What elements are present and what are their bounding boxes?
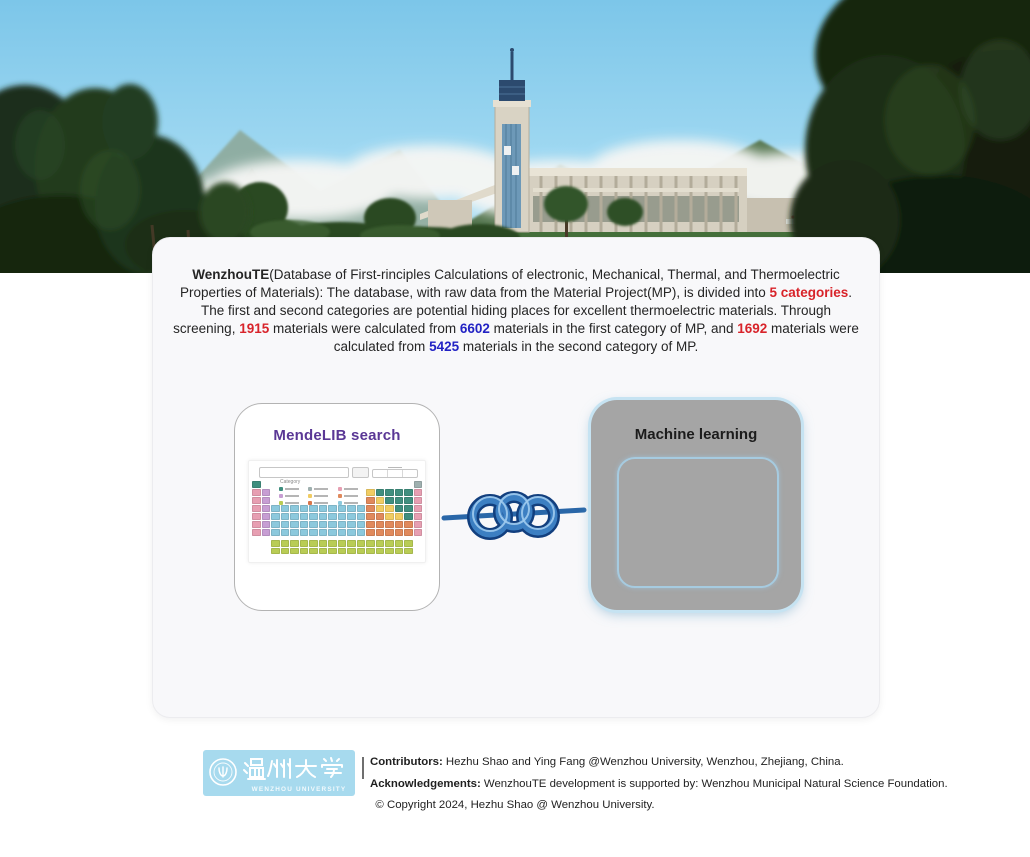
pt-element-cell — [366, 513, 375, 520]
pt-element-cell — [357, 521, 366, 528]
pt-element-cell — [395, 505, 404, 512]
pt-legend-title: Category — [280, 479, 301, 485]
pt-element-cell — [347, 505, 356, 512]
university-seal-icon — [210, 759, 236, 785]
pt-element-cell — [300, 513, 309, 520]
pt-element-cell — [281, 513, 290, 520]
pt-element-cell — [395, 513, 404, 520]
pt-element-cell — [347, 513, 356, 520]
pt-element-cell — [309, 521, 318, 528]
pt-legend-item — [308, 487, 333, 491]
intro-text: materials in the second category of MP. — [459, 339, 699, 355]
pt-element-cell — [395, 521, 404, 528]
pt-element-cell — [328, 540, 337, 547]
mendelib-search-title: MendeLIB search — [273, 427, 401, 444]
pt-element-cell — [328, 521, 337, 528]
footer-credits — [370, 752, 948, 795]
contributors-text: Hezhu Shao and Ying Fang @Wenzhou University, Wenzhou, Zhejiang, China. — [442, 756, 844, 768]
pt-element-cell — [300, 505, 309, 512]
pt-element-cell — [404, 521, 413, 528]
copyright-line: © Copyright 2024, Hezhu Shao @ Wenzhou University. — [375, 799, 655, 811]
pt-element-cell — [385, 529, 394, 536]
pt-element-cell — [385, 513, 394, 520]
pt-element-cell — [309, 505, 318, 512]
pt-element-cell — [357, 513, 366, 520]
pt-element-cell — [347, 529, 356, 536]
pt-element-cell — [252, 481, 261, 488]
pt-element-cell — [366, 529, 375, 536]
pt-element-cell — [309, 540, 318, 547]
pt-element-cell — [395, 489, 404, 496]
pt-legend-item — [308, 501, 333, 505]
pt-element-cell — [414, 521, 423, 528]
pt-element-cell — [395, 548, 404, 555]
pt-element-cell — [309, 529, 318, 536]
pt-element-cell — [338, 513, 347, 520]
pt-element-cell — [319, 521, 328, 528]
pt-element-cell — [300, 521, 309, 528]
pt-element-cell — [281, 521, 290, 528]
pt-element-cell — [404, 529, 413, 536]
pt-element-cell — [404, 513, 413, 520]
pt-element-cell — [290, 540, 299, 547]
pt-element-cell — [328, 529, 337, 536]
pt-element-cell — [376, 505, 385, 512]
pt-element-cell — [366, 548, 375, 555]
pt-element-cell — [262, 513, 271, 520]
pt-element-cell — [319, 548, 328, 555]
pt-element-cell — [366, 505, 375, 512]
ml-placeholder-box — [617, 457, 779, 588]
pt-element-cell — [319, 513, 328, 520]
pt-element-cell — [309, 513, 318, 520]
mendelib-search-panel[interactable] — [234, 403, 440, 611]
pt-element-cell — [357, 505, 366, 512]
intro-title: WenzhouTE — [192, 266, 270, 282]
pt-element-cell — [328, 513, 337, 520]
pt-element-cell — [338, 505, 347, 512]
pt-element-cell — [366, 497, 375, 504]
pt-element-cell — [395, 540, 404, 547]
pt-element-cell — [271, 513, 280, 520]
pt-element-cell — [281, 529, 290, 536]
pt-element-cell — [290, 529, 299, 536]
knot-connector — [441, 476, 587, 552]
pt-element-cell — [262, 489, 271, 496]
pt-element-cell — [395, 497, 404, 504]
pt-element-cell — [376, 548, 385, 555]
contributors-label: Contributors: — [370, 756, 443, 768]
pt-element-cell — [338, 548, 347, 555]
pt-legend-items — [279, 487, 363, 505]
pt-element-cell — [338, 529, 347, 536]
pt-legend-item — [308, 494, 333, 498]
intro-paragraph — [153, 252, 879, 357]
pt-legend-item — [338, 494, 363, 498]
pt-element-cell — [271, 505, 280, 512]
campus-photo — [0, 0, 1030, 273]
pt-element-cell — [290, 521, 299, 528]
pt-element-cell — [414, 513, 423, 520]
pt-element-cell — [357, 540, 366, 547]
pt-element-cell — [376, 489, 385, 496]
pt-element-cell — [281, 548, 290, 555]
pt-element-cell — [366, 540, 375, 547]
intro-text: materials in the first category of MP, and — [489, 321, 738, 337]
pt-element-cell — [347, 540, 356, 547]
pt-element-cell — [328, 505, 337, 512]
pt-element-cell — [300, 540, 309, 547]
machine-learning-panel[interactable] — [591, 400, 801, 610]
pt-element-cell — [252, 529, 261, 536]
pt-element-cell — [300, 529, 309, 536]
intro-count-1692: 1692 — [737, 321, 768, 337]
pt-element-cell — [385, 548, 394, 555]
pt-element-cell — [300, 548, 309, 555]
pt-element-cell — [319, 540, 328, 547]
pt-element-cell — [309, 548, 318, 555]
pt-element-cell — [404, 489, 413, 496]
pt-element-cell — [357, 529, 366, 536]
pt-element-cell — [290, 548, 299, 555]
pt-element-cell — [376, 529, 385, 536]
contributors-line — [370, 752, 948, 774]
pt-element-cell — [414, 529, 423, 536]
pt-element-cell — [252, 513, 261, 520]
pt-element-cell — [319, 505, 328, 512]
pt-element-cell — [252, 521, 261, 528]
pt-element-cell — [262, 497, 271, 504]
pt-element-cell — [347, 548, 356, 555]
pt-element-cell — [357, 548, 366, 555]
pt-element-cell — [319, 529, 328, 536]
pt-element-cell — [414, 489, 423, 496]
pt-element-cell — [281, 540, 290, 547]
pt-element-cell — [347, 521, 356, 528]
wenzhou-university-logo[interactable] — [203, 750, 355, 796]
pt-element-cell — [404, 548, 413, 555]
pt-element-cell — [385, 489, 394, 496]
pt-element-cell — [290, 505, 299, 512]
machine-learning-title: Machine learning — [634, 426, 758, 443]
acknowledgements-text: WenzhouTE development is supported by: Wenzhou Municipal Natural Science Foundation. — [480, 777, 948, 790]
pt-element-cell — [290, 513, 299, 520]
pt-element-cell — [271, 540, 280, 547]
pt-legend-item — [279, 487, 304, 491]
pt-element-cell — [252, 497, 261, 504]
campus-photo-art — [0, 0, 1030, 273]
intro-text: . The first and second categories are potential hiding places for excellent thermoelectric materials. Through screening, — [173, 284, 853, 337]
pt-element-cell — [404, 540, 413, 547]
pt-search-button — [352, 467, 369, 478]
pt-element-cell — [395, 529, 404, 536]
pt-legend-item — [338, 501, 363, 505]
pt-element-cell — [404, 505, 413, 512]
logo-chinese-characters — [244, 758, 342, 779]
pt-element-cell — [271, 521, 280, 528]
pt-element-cell — [385, 521, 394, 528]
pt-toolbar — [249, 464, 425, 478]
pt-element-cell — [385, 505, 394, 512]
intro-highlight-categories: 5 categories — [769, 284, 849, 300]
periodic-table-thumbnail[interactable] — [248, 460, 426, 563]
intro-text: (Database of First-rinciples Calculations of electronic, Mechanical, Thermal, and Thermoelectric Properties of Materials): The database, with raw data from the Material Project(MP), is divided into — [179, 266, 840, 300]
pt-legend-item — [279, 501, 304, 505]
pt-element-cell — [252, 489, 261, 496]
pt-element-cell — [366, 521, 375, 528]
pt-element-cell — [271, 548, 280, 555]
trees-right — [790, 0, 1030, 273]
pt-legend — [279, 479, 363, 505]
pt-element-cell — [328, 548, 337, 555]
intro-card — [152, 237, 880, 718]
pt-element-cell — [385, 497, 394, 504]
pt-legend-item — [279, 494, 304, 498]
pt-element-cell — [376, 540, 385, 547]
pt-element-cell — [338, 521, 347, 528]
pt-element-cell — [271, 529, 280, 536]
pt-element-cell — [262, 521, 271, 528]
pt-element-cell — [404, 497, 413, 504]
pt-element-cell — [414, 481, 423, 488]
pt-element-cell — [414, 497, 423, 504]
pt-element-cell — [262, 505, 271, 512]
knot-icon — [441, 476, 587, 552]
pt-element-cell — [338, 540, 347, 547]
pt-element-cell — [376, 497, 385, 504]
intro-text: materials were calculated from — [269, 321, 460, 337]
acknowledgements-label: Acknowledgements: — [370, 777, 481, 790]
pt-element-cell — [281, 505, 290, 512]
pt-element-cell — [366, 489, 375, 496]
pt-toggle-control — [373, 467, 417, 478]
pt-element-cell — [385, 540, 394, 547]
intro-text: materials were calculated from — [333, 321, 859, 355]
logo-english-text: WENZHOU UNIVERSITY — [251, 786, 347, 793]
pt-element-cell — [376, 521, 385, 528]
pt-element-cell — [376, 513, 385, 520]
pt-element-cell — [262, 529, 271, 536]
intro-count-1915: 1915 — [239, 321, 270, 337]
acknowledgements-line — [370, 774, 948, 796]
intro-count-5425: 5425 — [429, 339, 460, 355]
footer-divider — [362, 757, 364, 779]
pt-element-cell — [252, 505, 261, 512]
pt-legend-item — [338, 487, 363, 491]
pt-element-cell — [414, 505, 423, 512]
pt-search-input — [259, 467, 349, 478]
intro-count-6602: 6602 — [459, 321, 490, 337]
